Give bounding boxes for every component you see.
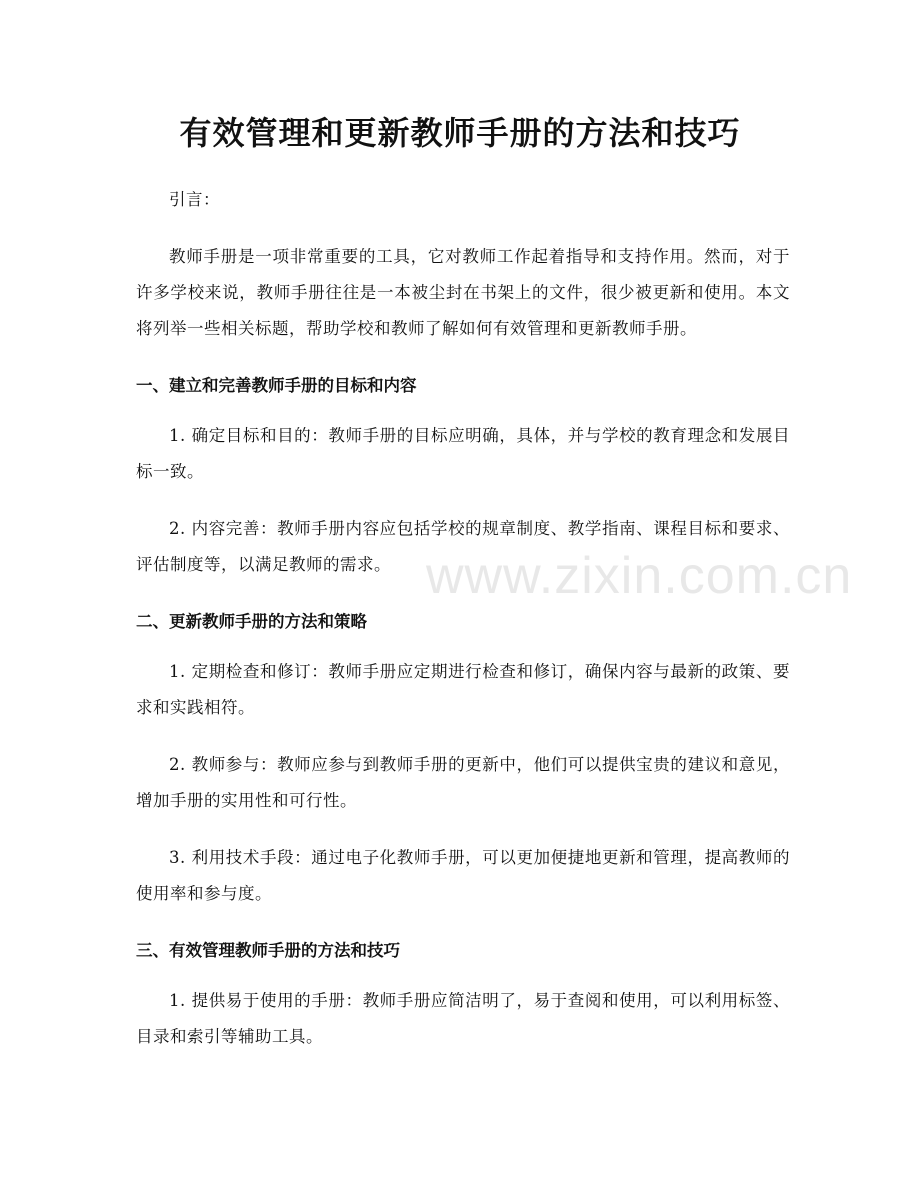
section-2-item-1: 1. 定期检查和修订：教师手册应定期进行检查和修订，确保内容与最新的政策、要求和实践相符。 [136,662,790,717]
section-2-item-2: 2. 教师参与：教师应参与到教师手册的更新中，他们可以提供宝贵的建议和意见，增加手册的实用性和可行性。 [136,755,790,810]
intro-paragraph: 教师手册是一项非常重要的工具，它对教师工作起着指导和支持作用。然而，对于许多学校来说，教师手册往往是一本被尘封在书架上的文件，很少被更新和使用。本文将列举一些相关标题，帮助学校和教师了解如何有效管理和更新教师手册。 [136,247,790,338]
document-body [136,182,790,1076]
intro-label: 引言： [169,190,220,209]
section-1-item-1: 1. 确定目标和目的：教师手册的目标应明确，具体，并与学校的教育理念和发展目标一致。 [136,426,790,481]
section-heading-2: 二、更新教师手册的方法和策略 [136,612,367,631]
watermark: www.zixin.com.cn [426,547,853,605]
section-heading-1: 一、建立和完善教师手册的目标和内容 [136,376,417,395]
section-2-item-3: 3. 利用技术手段：通过电子化教师手册，可以更加便捷地更新和管理，提高教师的使用率和参与度。 [136,848,790,903]
section-3-item-1: 1. 提供易于使用的手册：教师手册应简洁明了，易于查阅和使用，可以利用标签、目录和索引等辅助工具。 [136,991,790,1046]
section-heading-3: 三、有效管理教师手册的方法和技巧 [136,941,400,960]
document-title: 有效管理和更新教师手册的方法和技巧 [179,114,741,152]
section-1-item-2: 2. 内容完善：教师手册内容应包括学校的规章制度、教学指南、课程目标和要求、评估制度等，以满足教师的需求。 [136,519,790,574]
